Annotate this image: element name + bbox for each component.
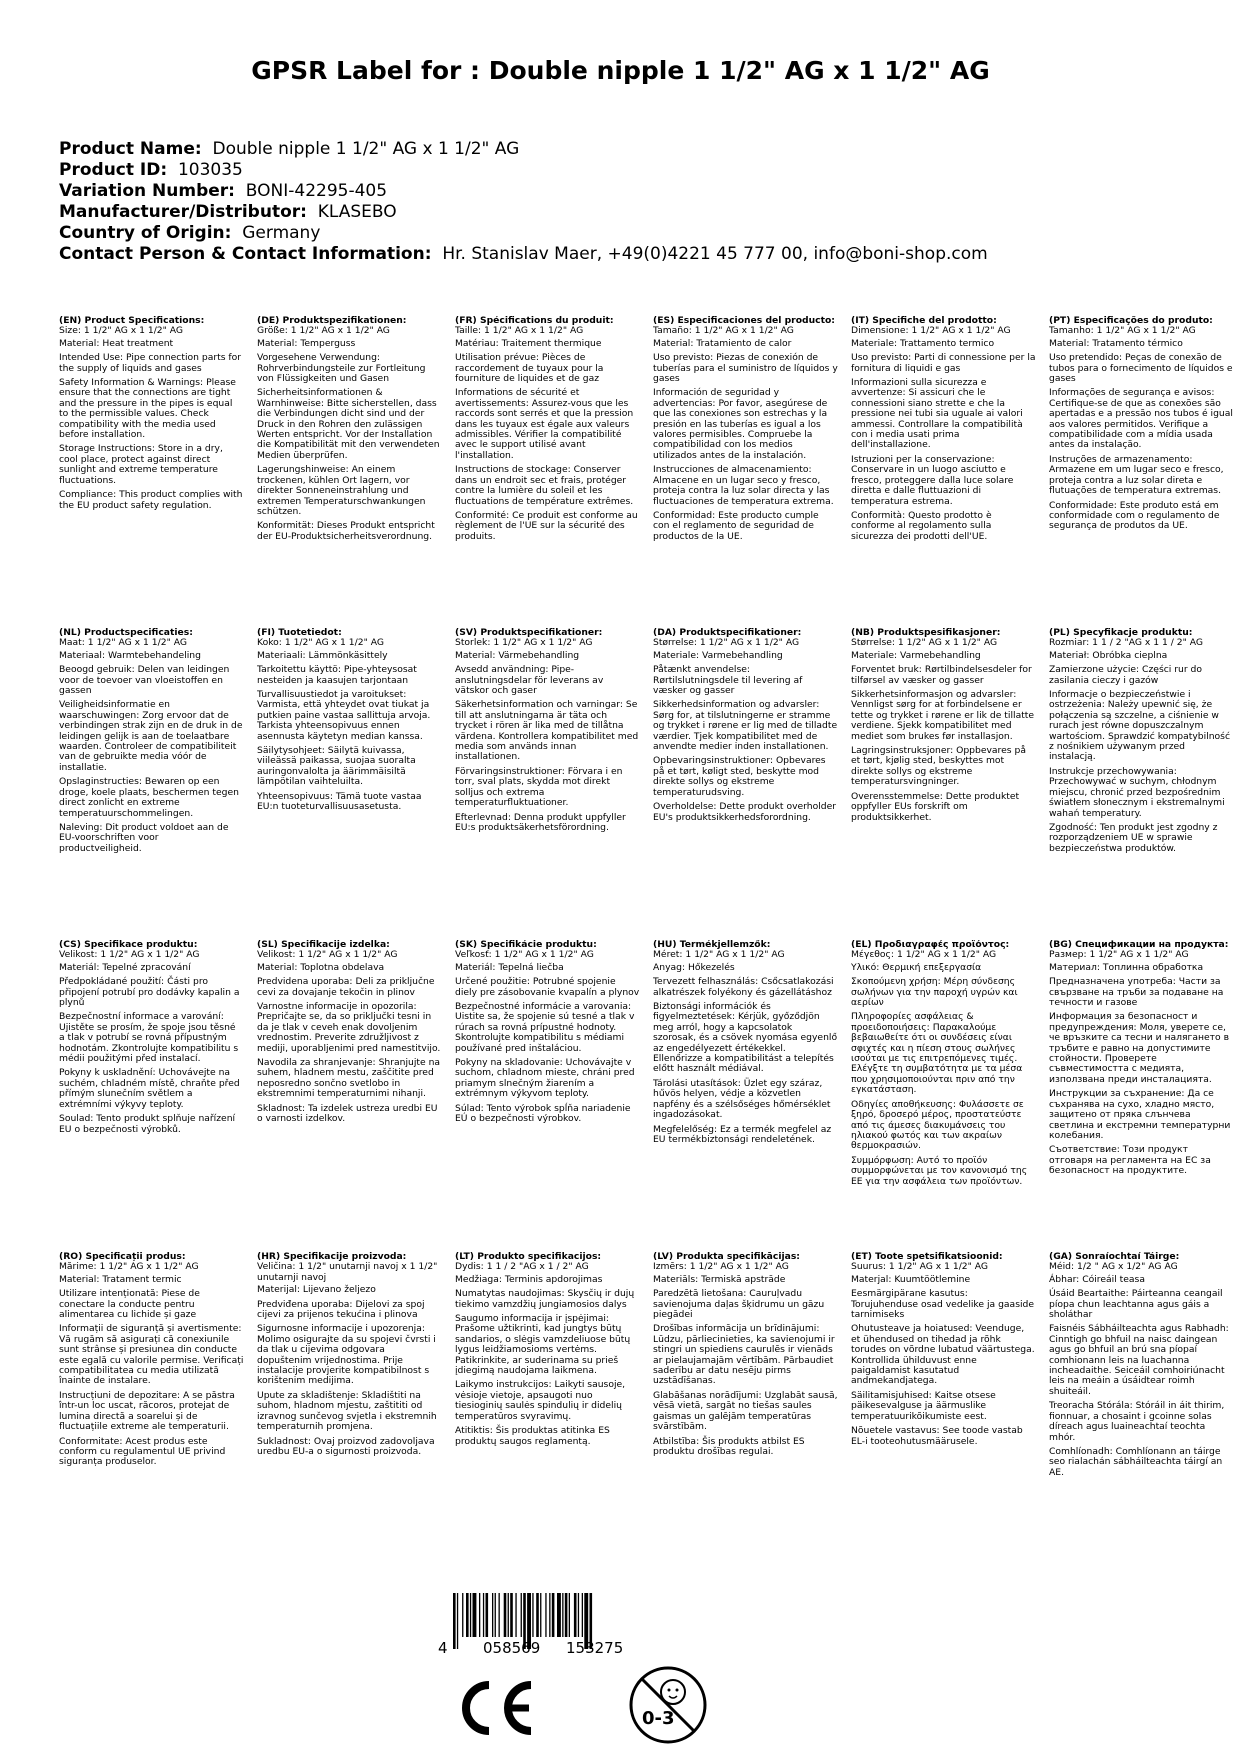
- spec-line: Efterlevnad: Denna produkt uppfyller EU:s produktsäkerhetsförordning.: [455, 811, 626, 833]
- spec-line: Naleving: Dit product voldoet aan de EU-voorschriften voor productveiligheid.: [59, 821, 229, 854]
- spec-line: Atitiktis: Šis produktas atitinka ES produktų saugos reglamentą.: [455, 1425, 610, 1447]
- spec-line: Material: Temperguss: [257, 337, 356, 349]
- spec-line: Zgodność: Ten produkt jest zgodny z rozporządzeniem UE w sprawie bezpieczeństwa produktów.: [1049, 821, 1218, 854]
- spec-block: [653, 316, 838, 628]
- spec-heading: (CS) Specifikace produktu:: [59, 940, 198, 950]
- spec-line: Treoracha Stórála: Stóráil in áit thirim, fionnuar, a chosaint i gcoinne solas díreach agus luaineachtaí teochta mhór.: [1049, 1400, 1225, 1443]
- spec-line: Uso previsto: Piezas de conexión de tuberías para el suministro de líquidos y gases: [653, 352, 838, 385]
- info-value: BONI-42295-405: [245, 181, 388, 201]
- barcode-bar: [557, 1593, 561, 1637]
- barcode-bar: [466, 1593, 469, 1637]
- spec-line: Tamaño: 1 1/2" AG x 1 1/2" AG: [653, 325, 794, 337]
- spec-line: Materiál: Tepelná liečba: [455, 961, 564, 973]
- spec-block: [851, 628, 1036, 940]
- info-value: Germany: [242, 223, 321, 243]
- spec-line: Paredzētā lietošana: Cauruļvadu savienojuma daļas šķidrumu un gāzu piegādei: [653, 1288, 825, 1321]
- barcode-bar: [562, 1593, 563, 1637]
- spec-heading: (FI) Tuotetiedot:: [257, 628, 342, 638]
- info-row: [59, 244, 1219, 265]
- barcode-bar: [569, 1593, 570, 1637]
- spec-line: Инструкции за съхранение: Да се съхранява на сухо, хладно място, защитено от пряка слънчева светлина и екстремни температурни колебания.: [1049, 1088, 1231, 1141]
- spec-line: Matériau: Traitement thermique: [455, 337, 602, 349]
- spec-line: Atbilstība: Šis produkts atbilst ES produktu drošības regulai.: [653, 1435, 805, 1457]
- spec-line: Conformitate: Acest produs este conform cu regulamentul UE privind siguranța produselor.: [59, 1435, 226, 1468]
- spec-line: Påtænkt anvendelse: Rørtilslutningsdele til levering af væsker og gasser: [653, 664, 803, 697]
- barcode-lead-digit: 4: [438, 1639, 448, 1657]
- spec-heading: (SL) Specifikacije izdelka:: [257, 940, 390, 950]
- spec-line: Předpokládané použití: Části pro připojení potrubí pro dodávky kapalin a plynů: [59, 976, 240, 1009]
- spec-line: Koko: 1 1/2" AG x 1 1/2" AG: [257, 637, 384, 649]
- barcode-bar: [492, 1593, 493, 1637]
- spec-line: Материал: Топлинна обработка: [1049, 961, 1204, 973]
- spec-line: Izmērs: 1 1/2" AG x 1 1/2" AG: [653, 1261, 789, 1273]
- spec-line: Uso pretendido: Peças de conexão de tubos para o fornecimento de líquidos e gases: [1049, 352, 1233, 385]
- spec-line: Instrucțiuni de depozitare: A se păstra într-un loc uscat, răcoros, protejat de lumina directă a soarelui și de fluctuațiile extreme ale temperaturii.: [59, 1389, 235, 1433]
- spec-block: [59, 940, 244, 1252]
- spec-line: Conformité: Ce produit est conforme au règlement de l'UE sur la sécurité des produits.: [455, 509, 638, 542]
- info-label: Product ID:: [59, 160, 168, 180]
- spec-line: Instructions de stockage: Conserver dans un endroit sec et frais, protéger contre la lumière du soleil et les fluctuations de température extrêmes.: [455, 464, 634, 507]
- spec-line: Größe: 1 1/2" AG x 1 1/2" AG: [257, 325, 390, 337]
- spec-heading: (LT) Produkto specifikacijos:: [455, 1252, 602, 1262]
- spec-line: Förvaringsinstruktioner: Förvara i en torr, sval plats, skydda mot direkt solljus och extrema temperaturfluktuationer.: [455, 765, 623, 809]
- spec-line: Faisnéis Sábháilteachta agus Rabhadh: Cinntigh go bhfuil na naisc daingean agus go bhfuil an brú sna píopaí comhionann leis na luachanna incheadaithe. Seiceáil comhoiriúnacht leis na meáin a úsáidtear roimh shuiteáil.: [1049, 1323, 1229, 1397]
- barcode-bar: [486, 1593, 489, 1637]
- spec-line: Beoogd gebruik: Delen van leidingen voor de toevoer van vloeistoffen en gassen: [59, 664, 230, 697]
- spec-line: Informacje o bezpieczeństwie i ostrzeżenia: Należy upewnić się, że połączenia są szczelne, a ciśnienie w rurach jest równe dopuszczalnym wartościom. Sprawdzić kompatybilność z nośnikiem używanym przed instalacją.: [1049, 689, 1230, 763]
- spec-heading: (GA) Sonraíochtaí Táirge:: [1049, 1252, 1180, 1262]
- spec-heading: (ET) Toote spetsifikatsioonid:: [851, 1252, 1003, 1262]
- info-row: [59, 223, 1219, 244]
- barcode-bar: [462, 1593, 463, 1637]
- spec-line: Sukladnost: Ovaj proizvod zadovoljava uredbu EU-a o sigurnosti proizvoda.: [257, 1435, 435, 1457]
- spec-line: Skladnost: Ta izdelek ustreza uredbi EU o varnosti izdelkov.: [257, 1102, 438, 1125]
- info-label: Manufacturer/Distributor:: [59, 202, 307, 222]
- spec-line: Conformidad: Este producto cumple con el reglamento de seguridad de productos de la UE.: [653, 509, 819, 542]
- spec-line: Turvallisuustiedot ja varoitukset: Varmista, että yhteydet ovat tiukat ja putkien paine vastaa sallittuja arvoja. Tarkista yhteensopivuus ennen asennusta käytetyn median kanssa.: [257, 689, 431, 742]
- not-for-children-0-3-icon: [627, 1664, 709, 1750]
- spec-heading: (SV) Produktspecifikationer:: [455, 628, 603, 638]
- product-info: [59, 139, 1219, 265]
- spec-line: Soulad: Tento produkt splňuje nařízení EU o bezpečnosti výrobků.: [59, 1113, 236, 1135]
- spec-line: Предназначена употреба: Части за свързване на тръби за подаване на течности и газове: [1049, 976, 1224, 1009]
- spec-line: Informazioni sulla sicurezza e avvertenze: Si assicuri che le connessioni siano strette e che la pressione nei tubi sia uguale ai valori ammessi. Controllare la compatibilità con i media usati prima dell'installazione.: [851, 377, 1023, 451]
- spec-line: Instrucciones de almacenamiento: Almacene en un lugar seco y fresco, proteja contra la luz solar directa y las fluctuaciones de temperatura extrema.: [653, 464, 834, 507]
- spec-heading: (HR) Specifikacije proizvoda:: [257, 1252, 407, 1262]
- spec-block: [59, 628, 244, 940]
- spec-line: Informações de segurança e avisos: Certifique-se de que as conexões são apertadas e a pressão nos tubos é igual aos valores permitidos. Verifique a compatibilidade com a mídia usada antes da instalação.: [1049, 387, 1233, 451]
- specifications-grid: [59, 316, 1234, 1564]
- spec-line: Opbevaringsinstruktioner: Opbevares på et tørt, køligt sted, beskytte mod direkte sollys og ekstreme temperaturudsving.: [653, 755, 826, 798]
- spec-heading: (BG) Спецификации на продукта:: [1049, 940, 1229, 950]
- spec-line: Material: Heat treatment: [59, 337, 174, 349]
- spec-heading: (NL) Productspecificaties:: [59, 628, 193, 638]
- spec-line: Material: Värmebehandling: [455, 649, 580, 661]
- info-value: Hr. Stanislav Maer, +49(0)4221 45 777 00, info@boni-shop.com: [442, 244, 988, 264]
- spec-line: Velikost: 1 1/2" AG x 1 1/2" AG: [257, 949, 398, 961]
- spec-line: Ohutusteave ja hoiatused: Veenduge, et ühendused on tihedad ja rõhk torudes on võrdne lubatud väärtustega. Kontrollida ühilduvust enne paigaldamist kasutatud andmekandjatega.: [851, 1323, 1035, 1387]
- spec-line: Οδηγίες αποθήκευσης: Φυλάσσετε σε ξηρό, δροσερό μέρος, προστατεύστε από τις άμεσες διακυμάνσεις του ηλιακού φωτός και των ακραίων θερμοκρασιών.: [851, 1098, 1024, 1152]
- barcode-bar: [532, 1593, 533, 1637]
- spec-line: Μέγεθος: 1 1/2" AG x 1 1/2" AG: [851, 949, 997, 961]
- barcode-bar: [495, 1593, 496, 1637]
- spec-line: Информация за безопасност и предупреждения: Моля, уверете се, че връзките са тесни и налягането в тръбите е равно на допустимите стойности. Проверете съвместимостта с медията, използвана преди инсталацията.: [1049, 1011, 1229, 1085]
- spec-line: Suurus: 1 1/2" AG x 1 1/2" AG: [851, 1261, 989, 1273]
- barcode-bar: [549, 1593, 550, 1637]
- spec-block: [257, 316, 442, 628]
- spec-line: Material: Toplotna obdelava: [257, 961, 385, 973]
- info-value: 103035: [177, 160, 243, 180]
- spec-line: Laikymo instrukcijos: Laikyti sausoje, vėsioje vietoje, apsaugoti nuo tiesioginių saulės spindulių ir didelių temperatūros svyravimų.: [455, 1379, 626, 1422]
- spec-block: [1049, 1252, 1234, 1564]
- spec-block: [1049, 940, 1234, 1252]
- spec-block: [455, 940, 640, 1252]
- spec-block: [455, 628, 640, 940]
- spec-line: Veľkosť: 1 1/2" AG x 1 1/2" AG: [455, 949, 594, 961]
- spec-line: Säilytysohjeet: Säilytä kuivassa, viileässä paikassa, suojaa suoralta auringonvalolta ja äärimmäisiltä lämpötilan vaihteluilta.: [257, 745, 416, 788]
- barcode-bar: [540, 1593, 541, 1637]
- spec-line: Pokyny k uskladnění: Uchovávejte na suchém, chladném místě, chraňte před přímým slunečním světlem a extrémními výkyvy teploty.: [59, 1067, 240, 1110]
- spec-line: Съответствие: Този продукт отговаря на регламента на ЕС за безопасност на продуктите.: [1049, 1144, 1211, 1177]
- spec-line: Velikost: 1 1/2" AG x 1 1/2" AG: [59, 949, 200, 961]
- spec-heading: (DE) Produktspezifikationen:: [257, 316, 407, 326]
- spec-line: Konformität: Dieses Produkt entspricht der EU-Produktsicherheitsverordnung.: [257, 520, 435, 542]
- info-row: [59, 160, 1219, 181]
- barcode-bar: [578, 1593, 579, 1637]
- barcode-bar: [508, 1593, 509, 1637]
- barcode-bar: [473, 1593, 477, 1637]
- spec-line: Avsedd användning: Pipe-anslutningsdelar för leverans av vätskor och gaser: [455, 664, 604, 697]
- spec-line: Úsáid Beartaithe: Páirteanna ceangail píopa chun leachtanna agus gáis a sholáthar: [1049, 1288, 1223, 1321]
- barcode-left-digits: 058569: [483, 1639, 541, 1657]
- spec-line: Rozmiar: 1 1 / 2 "AG x 1 1 / 2" AG: [1049, 637, 1204, 649]
- spec-line: Sikkerhetsinformasjon og advarsler: Vennligst sørg for at forbindelsene er tette og trykket i rørene er lik de tillatte verdiene. Sjekk kompatibilitet med mediet som brukes før installasjon.: [851, 689, 1035, 742]
- info-value: KLASEBO: [317, 202, 397, 222]
- barcode-bar: [582, 1593, 583, 1637]
- spec-heading: (FR) Spécifications du produit:: [455, 316, 614, 326]
- barcode-bar: [457, 1593, 458, 1649]
- spec-line: Størrelse: 1 1/2" AG x 1 1/2" AG: [851, 637, 998, 649]
- spec-line: Veličina: 1 1/2" unutarnji navoj x 1 1/2" unutarnji navoj: [257, 1261, 438, 1283]
- spec-heading: (RO) Specificații produs:: [59, 1252, 186, 1262]
- spec-line: Tervezett felhasználás: Csőcsatlakozási alkatrészek folyékony és gázellátáshoz: [653, 976, 834, 998]
- spec-line: Sikkerhedsinformation og advarsler: Sørg for, at tilslutningerne er stramme og trykket i rørene er lig med de tilladte værdier. Tjek kompatibilitet med de anvendte medier inden installationen.: [653, 699, 838, 753]
- spec-line: Forventet bruk: Rørtilbindelsesdeler for tilførsel av væsker og gasser: [851, 664, 1032, 686]
- spec-line: Určené použitie: Potrubné spojenie diely pre zásobovanie kvapalín a plynov: [455, 976, 640, 998]
- spec-line: Συμμόρφωση: Αυτό το προϊόν συμμορφώνεται με τον κανονισμό της ΕΕ για την ασφάλεια των προϊόντων.: [851, 1154, 1028, 1187]
- spec-line: Méid: 1/2 " AG x 1/2" AG AG: [1049, 1261, 1178, 1273]
- spec-line: Lagerungshinweise: An einem trockenen, kühlen Ort lagern, vor direkter Sonneneinstrahlung und extremen Temperaturschwankungen schützen.: [257, 464, 426, 517]
- spec-line: Materiale: Trattamento termico: [851, 337, 995, 349]
- spec-heading: (EL) Προδιαγραφές προϊόντος:: [851, 940, 1010, 950]
- barcode-bar: [536, 1593, 539, 1637]
- spec-line: Materiale: Varmebehandling: [851, 649, 981, 661]
- barcode-bar: [504, 1593, 507, 1637]
- barcode-bar: [552, 1593, 555, 1637]
- barcode-bar: [574, 1593, 577, 1637]
- spec-line: Conformità: Questo prodotto è conforme al regolamento sulla sicurezza dei prodotti dell'UE.: [851, 509, 992, 542]
- spec-line: Varnostne informacije in opozorila: Prepričajte se, da so priključki tesni in da je tlak v ceveh enak dovoljenim vrednostim. Preverite združljivost z mediji, uporabljenimi pred namestitvijo.: [257, 1001, 441, 1054]
- spec-line: Informations de sécurité et avertissements: Assurez-vous que les raccords sont serrés et que la pression dans les tuyaux est égale aux valeurs admissibles. Vérifier la compatibilité avec le support utilisé avant l'installation.: [455, 387, 634, 461]
- barcode-bar: [499, 1593, 500, 1637]
- spec-line: Πληροφορίες ασφάλειας & προειδοποιήσεις: Παρακαλούμε βεβαιωθείτε ότι οι συνδέσεις είναι σφιχτές και η πίεση στους σωλήνες ισούται με τις επιτρεπόμενες τιμές. Ελέγξτε τη συμβατότητα με τα μέσα που χρησιμοποιούνται πριν από την εγκατάσταση.: [851, 1011, 1023, 1096]
- barcode-bar: [515, 1593, 516, 1637]
- barcode-bar: [453, 1593, 456, 1649]
- spec-heading: (PT) Especificações do produto:: [1049, 316, 1213, 326]
- info-value: Double nipple 1 1/2" AG x 1 1/2" AG: [212, 139, 520, 159]
- info-label: Product Name:: [59, 139, 202, 159]
- spec-block: [257, 628, 442, 940]
- ce-mark-icon: [455, 1679, 535, 1741]
- spec-line: Saugumo informacija ir įspėjimai: Prašome užtikrinti, kad jungtys būtų sandarios, o slėgis vamzdeliuose būtų lygus leidžiamosioms vertėms. Patikrinkite, ar suderinama su prieš įdiegimą naudojama laikmena.: [455, 1313, 631, 1377]
- spec-heading: (NB) Produktspesifikasjoner:: [851, 628, 1001, 638]
- info-label: Country of Origin:: [59, 223, 232, 243]
- spec-line: Σκοπούμενη χρήση: Μέρη σύνδεσης σωλήνων για την παροχή υγρών και αερίων: [851, 976, 1018, 1009]
- spec-line: Material: Tratament termic: [59, 1273, 182, 1285]
- spec-block: [1049, 316, 1234, 628]
- spec-line: Utilizare intenționată: Piese de conectare la conducte pentru alimentarea cu lichide și gaze: [59, 1288, 200, 1321]
- spec-line: Materiaal: Warmtebehandeling: [59, 649, 201, 661]
- spec-line: Biztonsági információk és figyelmeztetések: Kérjük, győződjön meg arról, hogy a kapcsolatok szorosak, és a csövek nyomása egyenlő az engedélyezett értékekkel. Ellenőrizze a kompatibilitást a telepítés előtt használt médiával.: [653, 1001, 838, 1075]
- spec-line: Material: Tratamiento de calor: [653, 337, 792, 349]
- spec-line: Informații de siguranță și avertismente: Vă rugăm să asigurați că conexiunile sunt strânse și presiunea din conducte este egală cu valorile permise. Verificați compatibilitatea cu media utilizată înainte de instalare.: [59, 1323, 244, 1387]
- spec-heading: (LV) Produkta specifikācijas:: [653, 1252, 800, 1262]
- spec-line: Veiligheidsinformatie en waarschuwingen: Zorg ervoor dat de verbindingen strak zijn en de druk in de leidingen gelijk is aan de toelaatbare waarden. Controleer de compatibiliteit van de gebruikte media vóór de installatie.: [59, 699, 243, 773]
- barcode-bar: [521, 1593, 522, 1637]
- spec-line: Conformidade: Este produto está em conformidade com o regulamento de segurança de produtos da UE.: [1049, 499, 1220, 532]
- spec-block: [455, 1252, 640, 1564]
- spec-line: Opslaginstructies: Bewaren op een droge, koele plaats, beschermen tegen direct zonlicht en extreme temperatuurschommelingen.: [59, 776, 239, 819]
- spec-line: Yhteensopivuus: Tämä tuote vastaa EU:n tuoteturvallisuusasetusta.: [257, 790, 422, 813]
- spec-line: Eesmärgipärane kasutus: Torujuhenduse osad vedelike ja gaaside tarnimiseks: [851, 1288, 1035, 1321]
- spec-block: [455, 316, 640, 628]
- spec-line: Tárolási utasítások: Üzlet egy száraz, hűvös helyen, védje a közvetlen napfény és a szélsőséges hőmérséklet ingadozásokat.: [653, 1077, 831, 1121]
- spec-block: [257, 1252, 442, 1564]
- spec-line: Predviđena uporaba: Dijelovi za spoj cijevi za prijenos tekućina i plinova: [257, 1298, 425, 1321]
- spec-line: Drošības informācija un brīdinājumi: Lūdzu, pārliecinieties, ka savienojumi ir stingri un spiediens caurulēs ir vienāds ar pielaujamajām vērtībām. Pārbaudiet saderību ar datu nesēju pirms uzstādīšanas.: [653, 1323, 835, 1387]
- spec-line: Intended Use: Pipe connection parts for the supply of liquids and gases: [59, 352, 242, 374]
- spec-line: Safety Information & Warnings: Please ensure that the connections are tight and the pressure in the pipes is equal to the permissible values. Check compatibility with the media used before installation.: [59, 377, 236, 441]
- spec-line: Material: Tratamento térmico: [1049, 337, 1183, 349]
- spec-line: Istruzioni per la conservazione: Conservare in un luogo asciutto e fresco, proteggere dalla luce solare diretta e dalle fluttuazioni di temperatura estrema.: [851, 453, 1014, 507]
- spec-line: Bezpečnostné informácie a varovania: Uistite sa, že spojenie sú tesné a tlak v rúrach sa rovná prípustné hodnoty. Skontrolujte kompatibilitu s médiami používané pred inštaláciou.: [455, 1001, 635, 1054]
- spec-block: [257, 940, 442, 1252]
- spec-heading: (IT) Specifiche del prodotto:: [851, 316, 997, 326]
- spec-line: Materiāls: Termiskā apstrāde: [653, 1273, 786, 1285]
- spec-line: Compliance: This product complies with the EU product safety regulation.: [59, 489, 243, 511]
- info-row: [59, 202, 1219, 223]
- spec-line: Materiale: Varmebehandling: [653, 649, 783, 661]
- spec-line: Overholdelse: Dette produkt overholder EU's produktsikkerhedsforordning.: [653, 801, 837, 823]
- spec-line: Materiaali: Lämmönkäsittely: [257, 649, 388, 661]
- barcode-bar: [545, 1593, 546, 1637]
- spec-line: Nõuetele vastavus: See toode vastab EL-i tooteohutusmäärusele.: [851, 1425, 1023, 1447]
- spec-heading: (SK) Špecifikácie produktu:: [455, 940, 597, 950]
- spec-line: Utilisation prévue: Pièces de raccordement de tuyaux pour la fourniture de liquides et de gaz: [455, 352, 604, 385]
- spec-heading: (HU) Termékjellemzők:: [653, 940, 771, 950]
- spec-block: [59, 316, 244, 628]
- spec-line: Taille: 1 1/2" AG x 1 1/2" AG: [455, 325, 584, 337]
- spec-line: Glabāšanas norādījumi: Uzglabāt sausā, vēsā vietā, sargāt no tiešas saules gaismas un galējām temperatūras svārstībām.: [653, 1389, 838, 1433]
- spec-block: [653, 940, 838, 1252]
- spec-heading: (DA) Produktspecifikationer:: [653, 628, 802, 638]
- spec-line: Súlad: Tento výrobok spĺňa nariadenie EÚ o bezpečnosti výrobkov.: [455, 1102, 631, 1125]
- spec-block: [851, 940, 1036, 1252]
- spec-line: Size: 1 1/2" AG x 1 1/2" AG: [59, 325, 184, 337]
- spec-line: Ábhar: Cóireáil teasa: [1049, 1273, 1145, 1285]
- spec-line: Bezpečnostní informace a varování: Ujistěte se prosím, že spoje jsou těsné a tlak v potrubí se rovná přípustným hodnotám. Zkontrolujte kompatibilitu s médii použitými před instalací.: [59, 1011, 239, 1065]
- spec-line: Υλικό: Θερμική επεξεργασία: [851, 961, 982, 973]
- spec-line: Tamanho: 1 1/2" AG x 1 1/2" AG: [1049, 325, 1196, 337]
- spec-heading: (PL) Specyfikacje produktu:: [1049, 628, 1193, 638]
- spec-block: [653, 628, 838, 940]
- info-row: [59, 181, 1219, 202]
- spec-line: Instruções de armazenamento: Armazene em um lugar seco e fresco, proteja contra a luz solar direta e flutuações de temperatura extremas.: [1049, 453, 1224, 497]
- spec-line: Méret: 1 1/2" AG x 1 1/2" AG: [653, 949, 785, 961]
- svg-text:0-3: 0-3: [642, 1708, 675, 1729]
- spec-line: Numatytas naudojimas: Skysčių ir dujų tiekimo vamzdžių jungiamosios dalys: [455, 1288, 635, 1310]
- spec-line: Sigurnosne informacije i upozorenja: Molimo osigurajte da su spojevi čvrsti i da tlak u cijevima odgovara dopuštenim vrijednostima. Prije instalacije provjerite kompatibilnost s korištenim medijima.: [257, 1323, 436, 1387]
- spec-line: Säilitamisjuhised: Kaitse otsese päikesevalguse ja äärmuslike temperatuurikõikumiste eest.: [851, 1389, 996, 1422]
- spec-line: Overensstemmelse: Dette produktet oppfyller EUs forskrift om produktsikkerhet.: [851, 790, 1020, 823]
- spec-line: Størrelse: 1 1/2" AG x 1 1/2" AG: [653, 637, 800, 649]
- spec-block: [653, 1252, 838, 1564]
- spec-line: Navodila za shranjevanje: Shranjujte na suhem, hladnem mestu, zaščitite pred neposredno sončno svetlobo in ekstremnimi temperaturnimi nihanji.: [257, 1057, 441, 1100]
- spec-line: Upute za skladištenje: Skladištiti na suhom, hladnom mjestu, zaštititi od izravnog sunčevog svjetla i ekstremnih temperaturnih promjena.: [257, 1389, 437, 1433]
- spec-block: [59, 1252, 244, 1564]
- spec-line: Mărime: 1 1/2" AG x 1 1/2" AG: [59, 1261, 199, 1273]
- spec-line: Materijal: Lijevano željezo: [257, 1284, 376, 1296]
- spec-line: Megfelelőség: Ez a termék megfelel az EU termékbiztonsági rendeletének.: [653, 1123, 832, 1145]
- barcode-right-digits: 153275: [566, 1639, 624, 1657]
- barcode-bar: [483, 1593, 484, 1637]
- spec-line: Lagringsinstruksjoner: Oppbevares på et tørt, kjølig sted, beskyttes mot direkte sollys og ekstreme temperatursvingninger.: [851, 745, 1026, 788]
- spec-line: Maat: 1 1/2" AG x 1 1/2" AG: [59, 637, 187, 649]
- spec-block: [851, 1252, 1036, 1564]
- spec-line: Sicherheitsinformationen & Warnhinweise: Bitte sicherstellen, dass die Verbindungen dicht sind und der Druck in den Rohren den zulässigen Werten entspricht. Vor der Installation die Kompatibilität mit den verwendeten Medien überprüfen.: [257, 387, 440, 461]
- spec-line: Información de seguridad y advertencias: Por favor, asegúrese de que las conexiones son estrechas y la presión en las tuberías es igual a los valores permisibles. Compruebe la compatibilidad con los medios utilizados antes de la instalación.: [653, 387, 828, 461]
- spec-line: Comhlíonadh: Comhlíonann an táirge seo rialachán sábháilteachta táirgí an AE.: [1049, 1445, 1223, 1478]
- spec-line: Vorgesehene Verwendung: Rohrverbindungsteile zur Fortleitung von Flüssigkeiten und Gasen: [257, 352, 426, 385]
- spec-heading: (EN) Product Specifications:: [59, 316, 205, 326]
- spec-heading: (ES) Especificaciones del producto:: [653, 316, 835, 326]
- spec-line: Dimensione: 1 1/2" AG x 1 1/2" AG: [851, 325, 1011, 337]
- spec-line: Tarkoitettu käyttö: Pipe-yhteysosat nesteiden ja kaasujen tarjontaan: [257, 664, 417, 686]
- barcode-bar: [510, 1593, 513, 1637]
- spec-line: Uso previsto: Parti di connessione per la fornitura di liquidi e gas: [851, 352, 1036, 374]
- spec-line: Anyag: Hőkezelés: [653, 961, 735, 973]
- spec-line: Instrukcje przechowywania: Przechowywać w suchym, chłodnym miejscu, chronić przed bezpośrednim światłem słonecznym i ekstremalnymi wahań temperatury.: [1049, 765, 1225, 819]
- barcode-bar: [470, 1593, 471, 1637]
- page-title: GPSR Label for : Double nipple 1 1/2" AG x 1 1/2" AG: [251, 56, 990, 85]
- spec-block: [851, 316, 1036, 628]
- spec-line: Medžiaga: Terminis apdorojimas: [455, 1273, 603, 1285]
- spec-line: Materiał: Obróbka cieplna: [1049, 649, 1168, 661]
- spec-block: [1049, 628, 1234, 940]
- spec-line: Dydis: 1 1 / 2 "AG x 1 / 2" AG: [455, 1261, 589, 1273]
- spec-line: Storage Instructions: Store in a dry, cool place, protect against direct sunlight and extreme temperature fluctuations.: [59, 443, 223, 486]
- info-label: Contact Person & Contact Information:: [59, 244, 432, 264]
- info-label: Variation Number:: [59, 181, 235, 201]
- spec-line: Размер: 1 1/2" AG x 1 1/2" AG: [1049, 949, 1189, 961]
- barcode-bar: [479, 1593, 480, 1637]
- ean-barcode: [438, 1593, 638, 1657]
- spec-line: Storlek: 1 1/2" AG x 1 1/2" AG: [455, 637, 593, 649]
- barcode-bar: [565, 1593, 568, 1637]
- spec-line: Materiál: Tepelné zpracování: [59, 961, 191, 973]
- info-row: [59, 139, 1219, 160]
- spec-line: Zamierzone użycie: Części rur do zasilania cieczy i gazów: [1049, 664, 1203, 686]
- spec-line: Säkerhetsinformation och varningar: Se till att anslutningarna är täta och trycket i rören är lika med de tillåtna värdena. Kontrollera kompatibilitet med media som används innan installationen.: [455, 699, 639, 763]
- spec-line: Materjal: Kuumtöötlemine: [851, 1273, 971, 1285]
- spec-line: Predvidena uporaba: Deli za priključne cevi za dovajanje tekočin in plinov: [257, 976, 435, 998]
- spec-line: Pokyny na skladovanie: Uchovávajte v suchom, chladnom mieste, chráni pred priamym slnečným žiarením a extrémnym výkyvom teploty.: [455, 1057, 635, 1100]
